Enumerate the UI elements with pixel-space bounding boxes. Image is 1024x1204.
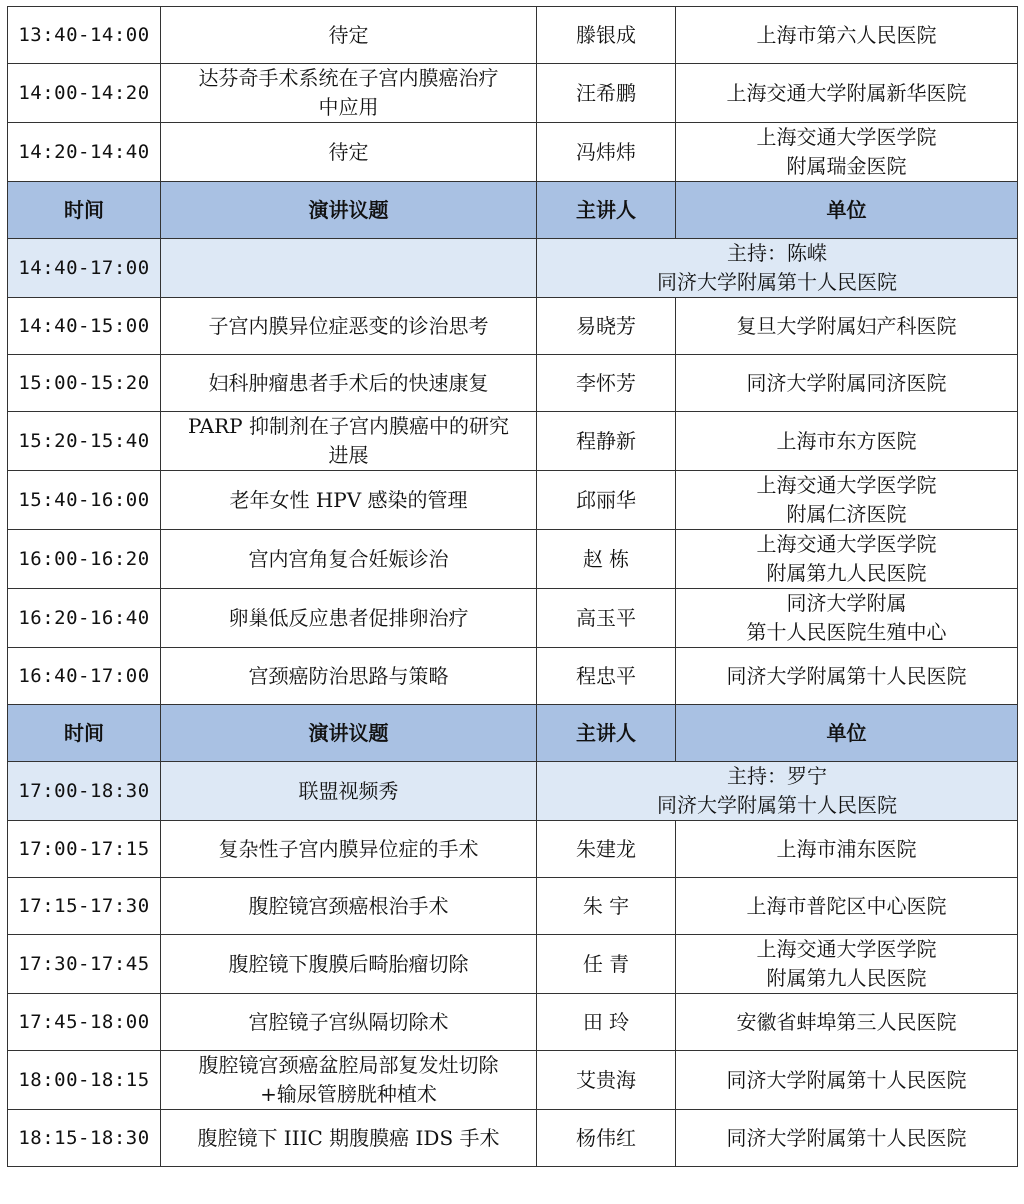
table-row: [8, 64, 1018, 123]
talk-topic: 子宫内膜异位症恶变的诊治思考: [161, 298, 537, 355]
talk-speaker: 艾贵海: [537, 1051, 676, 1110]
table-header-row: [8, 182, 1018, 239]
talk-org: 安徽省蚌埠第三人民医院: [676, 994, 1018, 1051]
talk-speaker: 程忠平: [537, 648, 676, 705]
talk-time: 14:40-15:00: [8, 298, 161, 355]
schedule-table: [7, 6, 1018, 1167]
header-topic: 演讲议题: [161, 705, 537, 762]
talk-org: 同济大学附属第十人民医院: [676, 648, 1018, 705]
talk-speaker: 李怀芳: [537, 355, 676, 412]
table-header-row: [8, 705, 1018, 762]
talk-topic: 腹腔镜宫颈癌盆腔局部复发灶切除 +输尿管膀胱种植术: [161, 1051, 537, 1110]
talk-speaker: 滕银成: [537, 7, 676, 64]
header-org: 单位: [676, 705, 1018, 762]
session-row: [8, 762, 1018, 821]
talk-speaker: 易晓芳: [537, 298, 676, 355]
talk-org: 复旦大学附属妇产科医院: [676, 298, 1018, 355]
talk-org: 上海交通大学医学院 附属瑞金医院: [676, 123, 1018, 182]
table-row: [8, 471, 1018, 530]
talk-time: 14:20-14:40: [8, 123, 161, 182]
talk-topic: 腹腔镜下腹膜后畸胎瘤切除: [161, 935, 537, 994]
session-host: 主持：罗宁 同济大学附属第十人民医院: [537, 762, 1018, 821]
talk-topic: 腹腔镜宫颈癌根治手术: [161, 878, 537, 935]
talk-time: 14:00-14:20: [8, 64, 161, 123]
talk-speaker: 冯炜炜: [537, 123, 676, 182]
talk-speaker: 朱 宇: [537, 878, 676, 935]
talk-topic: 待定: [161, 7, 537, 64]
header-org: 单位: [676, 182, 1018, 239]
talk-topic: 达芬奇手术系统在子宫内膜癌治疗 中应用: [161, 64, 537, 123]
talk-speaker: 任 青: [537, 935, 676, 994]
talk-org: 同济大学附属第十人民医院: [676, 1110, 1018, 1167]
header-time: 时间: [8, 182, 161, 239]
table-row: [8, 1110, 1018, 1167]
talk-topic: 老年女性 HPV 感染的管理: [161, 471, 537, 530]
header-topic: 演讲议题: [161, 182, 537, 239]
talk-topic: 待定: [161, 123, 537, 182]
talk-topic: 复杂性子宫内膜异位症的手术: [161, 821, 537, 878]
talk-time: 17:15-17:30: [8, 878, 161, 935]
talk-time: 18:15-18:30: [8, 1110, 161, 1167]
talk-time: 15:40-16:00: [8, 471, 161, 530]
talk-topic: 卵巢低反应患者促排卵治疗: [161, 589, 537, 648]
talk-org: 上海交通大学医学院 附属第九人民医院: [676, 530, 1018, 589]
header-time: 时间: [8, 705, 161, 762]
talk-org: 同济大学附属 第十人民医院生殖中心: [676, 589, 1018, 648]
table-row: [8, 878, 1018, 935]
table-row: [8, 1051, 1018, 1110]
header-speaker: 主讲人: [537, 182, 676, 239]
talk-topic: 宫颈癌防治思路与策略: [161, 648, 537, 705]
table-row: [8, 355, 1018, 412]
talk-org: 上海市浦东医院: [676, 821, 1018, 878]
talk-time: 18:00-18:15: [8, 1051, 161, 1110]
talk-org: 同济大学附属同济医院: [676, 355, 1018, 412]
table-row: [8, 994, 1018, 1051]
talk-topic: 宫腔镜子宫纵隔切除术: [161, 994, 537, 1051]
talk-speaker: 杨伟红: [537, 1110, 676, 1167]
table-row: [8, 412, 1018, 471]
talk-time: 16:40-17:00: [8, 648, 161, 705]
talk-topic: 腹腔镜下 IIIC 期腹膜癌 IDS 手术: [161, 1110, 537, 1167]
talk-speaker: 高玉平: [537, 589, 676, 648]
talk-org: 上海市东方医院: [676, 412, 1018, 471]
talk-speaker: 邱丽华: [537, 471, 676, 530]
talk-org: 上海交通大学医学院 附属第九人民医院: [676, 935, 1018, 994]
talk-time: 13:40-14:00: [8, 7, 161, 64]
talk-time: 15:00-15:20: [8, 355, 161, 412]
talk-org: 同济大学附属第十人民医院: [676, 1051, 1018, 1110]
table-row: [8, 7, 1018, 64]
table-row: [8, 530, 1018, 589]
header-speaker: 主讲人: [537, 705, 676, 762]
talk-speaker: 朱建龙: [537, 821, 676, 878]
table-row: [8, 935, 1018, 994]
session-time: 14:40-17:00: [8, 239, 161, 298]
talk-time: 16:00-16:20: [8, 530, 161, 589]
talk-speaker: 汪希鹏: [537, 64, 676, 123]
talk-time: 16:20-16:40: [8, 589, 161, 648]
table-row: [8, 589, 1018, 648]
talk-speaker: 田 玲: [537, 994, 676, 1051]
table-row: [8, 298, 1018, 355]
talk-org: 上海市第六人民医院: [676, 7, 1018, 64]
talk-topic: PARP 抑制剂在子宫内膜癌中的研究 进展: [161, 412, 537, 471]
table-row: [8, 123, 1018, 182]
session-time: 17:00-18:30: [8, 762, 161, 821]
session-topic: [161, 239, 537, 298]
table-row: [8, 648, 1018, 705]
talk-org: 上海交通大学医学院 附属仁济医院: [676, 471, 1018, 530]
talk-speaker: 程静新: [537, 412, 676, 471]
session-topic: 联盟视频秀: [161, 762, 537, 821]
talk-speaker: 赵 栋: [537, 530, 676, 589]
talk-topic: 妇科肿瘤患者手术后的快速康复: [161, 355, 537, 412]
schedule-body: [8, 7, 1018, 1167]
talk-topic: 宫内宫角复合妊娠诊治: [161, 530, 537, 589]
session-row: [8, 239, 1018, 298]
talk-time: 17:30-17:45: [8, 935, 161, 994]
talk-time: 17:00-17:15: [8, 821, 161, 878]
table-row: [8, 821, 1018, 878]
talk-org: 上海交通大学附属新华医院: [676, 64, 1018, 123]
talk-org: 上海市普陀区中心医院: [676, 878, 1018, 935]
talk-time: 17:45-18:00: [8, 994, 161, 1051]
session-host: 主持：陈嵘 同济大学附属第十人民医院: [537, 239, 1018, 298]
talk-time: 15:20-15:40: [8, 412, 161, 471]
